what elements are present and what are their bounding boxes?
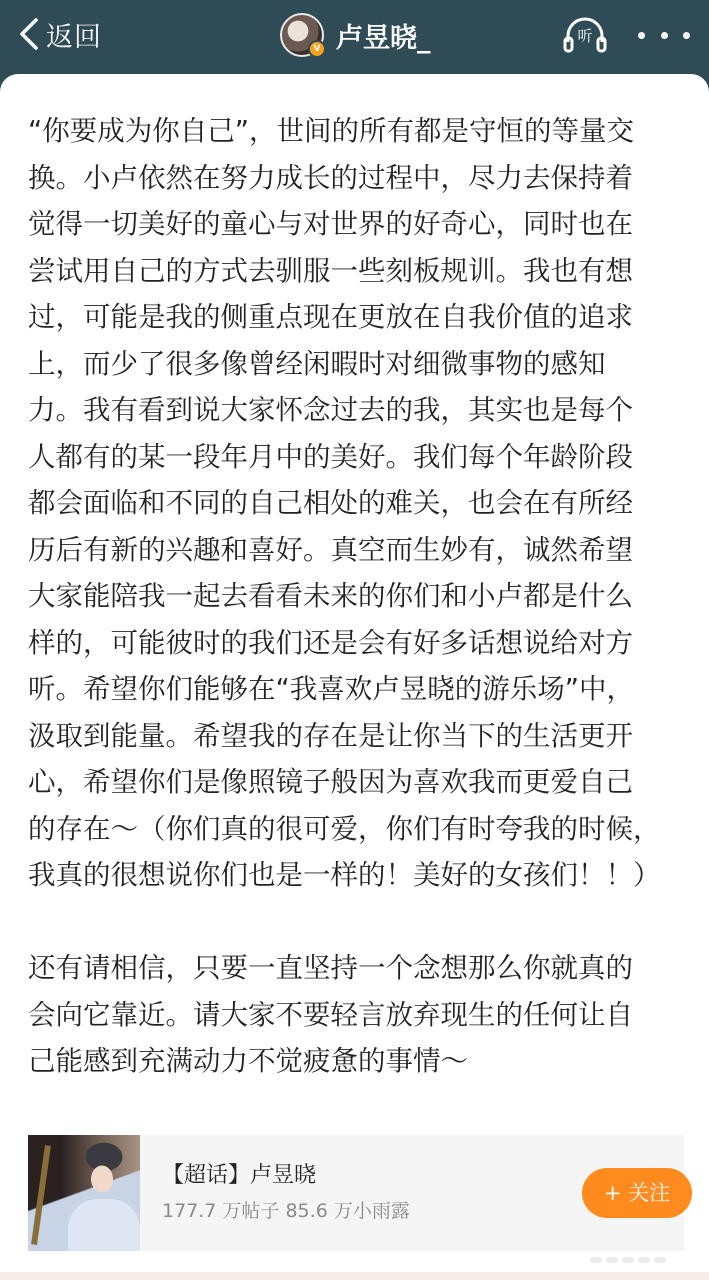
back-button[interactable] bbox=[18, 14, 102, 54]
text-line: 还有请相信，只要一直坚持一个念想那么你就真的 bbox=[28, 952, 633, 984]
paragraph-spacer bbox=[28, 899, 688, 946]
more-dot-icon bbox=[683, 32, 690, 39]
text-line: 心，希望你们是像照镜子般因为喜欢我而更爱自己 bbox=[28, 766, 633, 798]
listen-label: 听 bbox=[577, 27, 593, 45]
text-line: 会向它靠近。请大家不要轻言放弃现生的任何让自 bbox=[28, 998, 633, 1031]
watermark-mark bbox=[654, 1257, 666, 1263]
text-line: 样的，可能彼时的我们还是会有好多话想说给对方 bbox=[28, 626, 633, 659]
paragraph-spacer bbox=[28, 1085, 688, 1132]
paragraph bbox=[28, 108, 688, 899]
text-line: 尝试用自己的方式去驯服一些刻板规训。我也有想 bbox=[28, 254, 633, 287]
more-dot-icon bbox=[661, 32, 668, 39]
bottom-edge bbox=[0, 1272, 709, 1280]
post-author[interactable] bbox=[280, 12, 431, 58]
more-dot-icon bbox=[638, 32, 645, 39]
text-line: 过，可能是我的侧重点现在更放在自我价值的追求 bbox=[28, 301, 633, 333]
text-line: “你要成为你自己”，世间的所有都是守恒的等量交 bbox=[28, 115, 634, 147]
watermark-mark bbox=[638, 1257, 650, 1263]
text-line: 听。希望你们能够在“我喜欢卢昱晓的游乐场”中， bbox=[28, 673, 634, 705]
topic-title[interactable]: 【超话】卢昱晓 bbox=[162, 1163, 317, 1188]
paragraph bbox=[28, 945, 688, 1085]
text-line: 我真的很想说你们也是一样的！美好的女孩们！！） bbox=[28, 859, 661, 891]
topic-thumbnail[interactable] bbox=[28, 1135, 140, 1251]
text-line: 换。小卢依然在努力成长的过程中，尽力去保持着 bbox=[28, 161, 633, 194]
watermark-mark bbox=[622, 1257, 634, 1263]
watermark-hint bbox=[590, 1257, 700, 1267]
text-line: 汲取到能量。希望我的存在是让你当下的生活更开 bbox=[28, 719, 633, 752]
follow-button[interactable]: + 关注 bbox=[582, 1168, 692, 1218]
author-name[interactable]: 卢昱晓_ bbox=[336, 22, 431, 54]
more-options-button[interactable] bbox=[638, 18, 690, 52]
chevron-left-icon bbox=[18, 17, 40, 51]
watermark-mark bbox=[590, 1257, 602, 1263]
text-line: 力。我有看到说大家怀念过去的我，其实也是每个 bbox=[28, 394, 633, 426]
back-label: 返回 bbox=[46, 21, 102, 53]
avatar[interactable] bbox=[280, 13, 324, 57]
verified-badge-icon: V bbox=[308, 40, 326, 58]
text-line: 大家能陪我一起去看看未来的你们和小卢都是什么 bbox=[28, 580, 633, 612]
super-topic-card[interactable] bbox=[28, 1135, 684, 1251]
topic-stats: 177.7 万帖子 85.6 万小雨露 bbox=[162, 1200, 410, 1222]
content-card-top bbox=[0, 74, 709, 96]
text-line: 己能感到充满动力不觉疲惫的事情～ bbox=[28, 1045, 468, 1077]
watermark-mark bbox=[606, 1257, 618, 1263]
top-navigation-bar bbox=[0, 0, 709, 74]
text-line: 上，而少了很多像曾经闲暇时对细微事物的感知 bbox=[28, 347, 606, 380]
listen-button[interactable] bbox=[562, 14, 608, 54]
text-line: 觉得一切美好的童心与对世界的好奇心，同时也在 bbox=[28, 208, 633, 240]
text-line: 都会面临和不同的自己相处的难关，也会在有所经 bbox=[28, 487, 633, 519]
text-line: 的存在～（你们真的很可爱，你们有时夸我的时候， bbox=[28, 812, 661, 845]
post-body bbox=[28, 108, 688, 1224]
text-line: 历后有新的兴趣和喜好。真空而生妙有，诚然希望 bbox=[28, 533, 633, 566]
text-line: 人都有的某一段年月中的美好。我们每个年龄阶段 bbox=[28, 440, 633, 473]
